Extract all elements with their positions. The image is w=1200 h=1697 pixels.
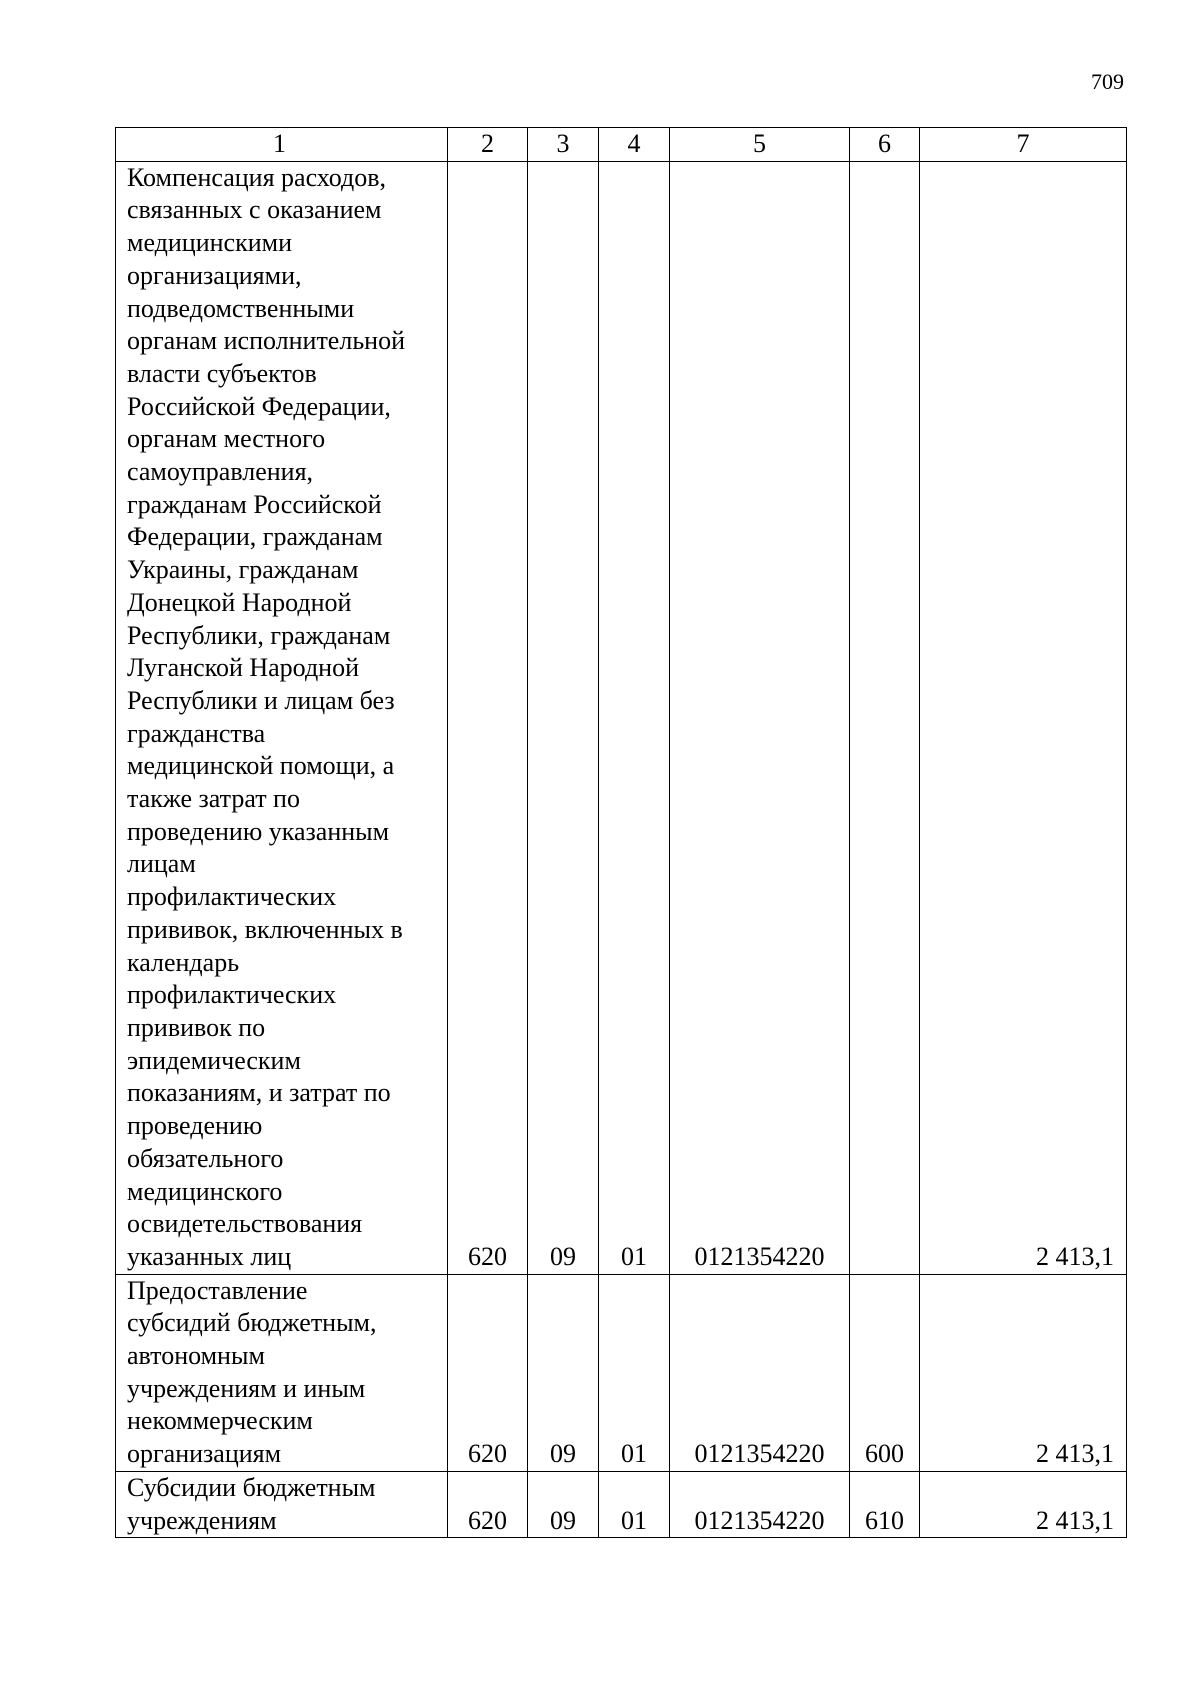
expense-type-code: 610	[850, 1471, 920, 1537]
description-line: власти субъектов	[127, 358, 317, 388]
target-article-code: 0121354220	[670, 1471, 850, 1537]
description-line: Компенсация расходов,	[127, 162, 387, 192]
header-col-5: 5	[670, 128, 850, 162]
description-line: органам исполнительной	[127, 326, 406, 356]
description-line: Субсидии бюджетным	[127, 1472, 376, 1502]
amount: 2 413,1	[920, 1274, 1127, 1471]
header-col-7: 7	[920, 128, 1127, 162]
description-line: медицинской помощи, а	[127, 751, 395, 781]
description-line: связанных с оказанием	[127, 195, 382, 225]
ministry-code: 620	[448, 1274, 528, 1471]
table-row	[116, 1274, 1127, 1471]
target-article-code: 0121354220	[670, 1274, 850, 1471]
description-line: учреждениям и иным	[127, 1373, 366, 1403]
description-line: календарь	[127, 947, 240, 977]
amount: 2 413,1	[920, 1471, 1127, 1537]
description-line: гражданам Российской	[127, 489, 382, 519]
description-line: лицам	[127, 849, 196, 879]
description-line: эпидемическим	[127, 1045, 301, 1075]
description-line: Федерации, гражданам	[127, 522, 383, 552]
description-line: Предоставление	[127, 1275, 308, 1305]
description-line: профилактических	[127, 882, 337, 912]
description-line: профилактических	[127, 980, 337, 1010]
description-line: подведомственными	[127, 293, 355, 323]
description-line: автономным	[127, 1341, 265, 1371]
page-number: 709	[1091, 69, 1124, 94]
ministry-code: 620	[448, 161, 528, 1274]
description-line: медицинского	[127, 1176, 283, 1206]
description-line: некоммерческим	[127, 1406, 313, 1436]
expense-type-code: 600	[850, 1274, 920, 1471]
row-description	[116, 1274, 448, 1471]
description-line: освидетельствования	[127, 1209, 363, 1239]
description-line: Республики, гражданам	[127, 620, 391, 650]
section-code: 09	[528, 1471, 599, 1537]
description-line: также затрат по	[127, 784, 300, 814]
subsection-code: 01	[599, 1274, 670, 1471]
header-row	[116, 128, 1127, 162]
description-line: обязательного	[127, 1143, 284, 1173]
header-col-1: 1	[116, 128, 448, 162]
description-line: Российской Федерации,	[127, 391, 391, 421]
description-line: учреждениям	[127, 1505, 277, 1535]
row-description	[116, 1471, 448, 1537]
header-col-4: 4	[599, 128, 670, 162]
header-col-6: 6	[850, 128, 920, 162]
row-description	[116, 161, 448, 1274]
description-line: Украины, гражданам	[127, 555, 359, 585]
description-line: субсидий бюджетным,	[127, 1308, 377, 1338]
header-col-3: 3	[528, 128, 599, 162]
table-row	[116, 161, 1127, 1274]
description-line: самоуправления,	[127, 457, 314, 487]
description-line: проведению указанным	[127, 816, 390, 846]
description-line: проведению	[127, 1111, 263, 1141]
amount: 2 413,1	[920, 161, 1127, 1274]
expense-type-code	[850, 161, 920, 1274]
description-line: органам местного	[127, 424, 326, 454]
description-line: указанных лиц	[127, 1241, 292, 1271]
description-line: прививок, включенных в	[127, 914, 403, 944]
description-line: гражданства	[127, 718, 266, 748]
budget-table	[115, 127, 1127, 1538]
description-line: медицинскими	[127, 228, 292, 258]
subsection-code: 01	[599, 161, 670, 1274]
table-row	[116, 1471, 1127, 1537]
description-line: Донецкой Народной	[127, 587, 352, 617]
section-code: 09	[528, 161, 599, 1274]
ministry-code: 620	[448, 1471, 528, 1537]
description-line: Луганской Народной	[127, 653, 359, 683]
description-line: организациями,	[127, 260, 302, 290]
section-code: 09	[528, 1274, 599, 1471]
target-article-code: 0121354220	[670, 161, 850, 1274]
header-col-2: 2	[448, 128, 528, 162]
subsection-code: 01	[599, 1471, 670, 1537]
description-line: организациям	[127, 1439, 282, 1469]
description-line: прививок по	[127, 1012, 266, 1042]
description-line: показаниям, и затрат по	[127, 1078, 391, 1108]
description-line: Республики и лицам без	[127, 685, 395, 715]
